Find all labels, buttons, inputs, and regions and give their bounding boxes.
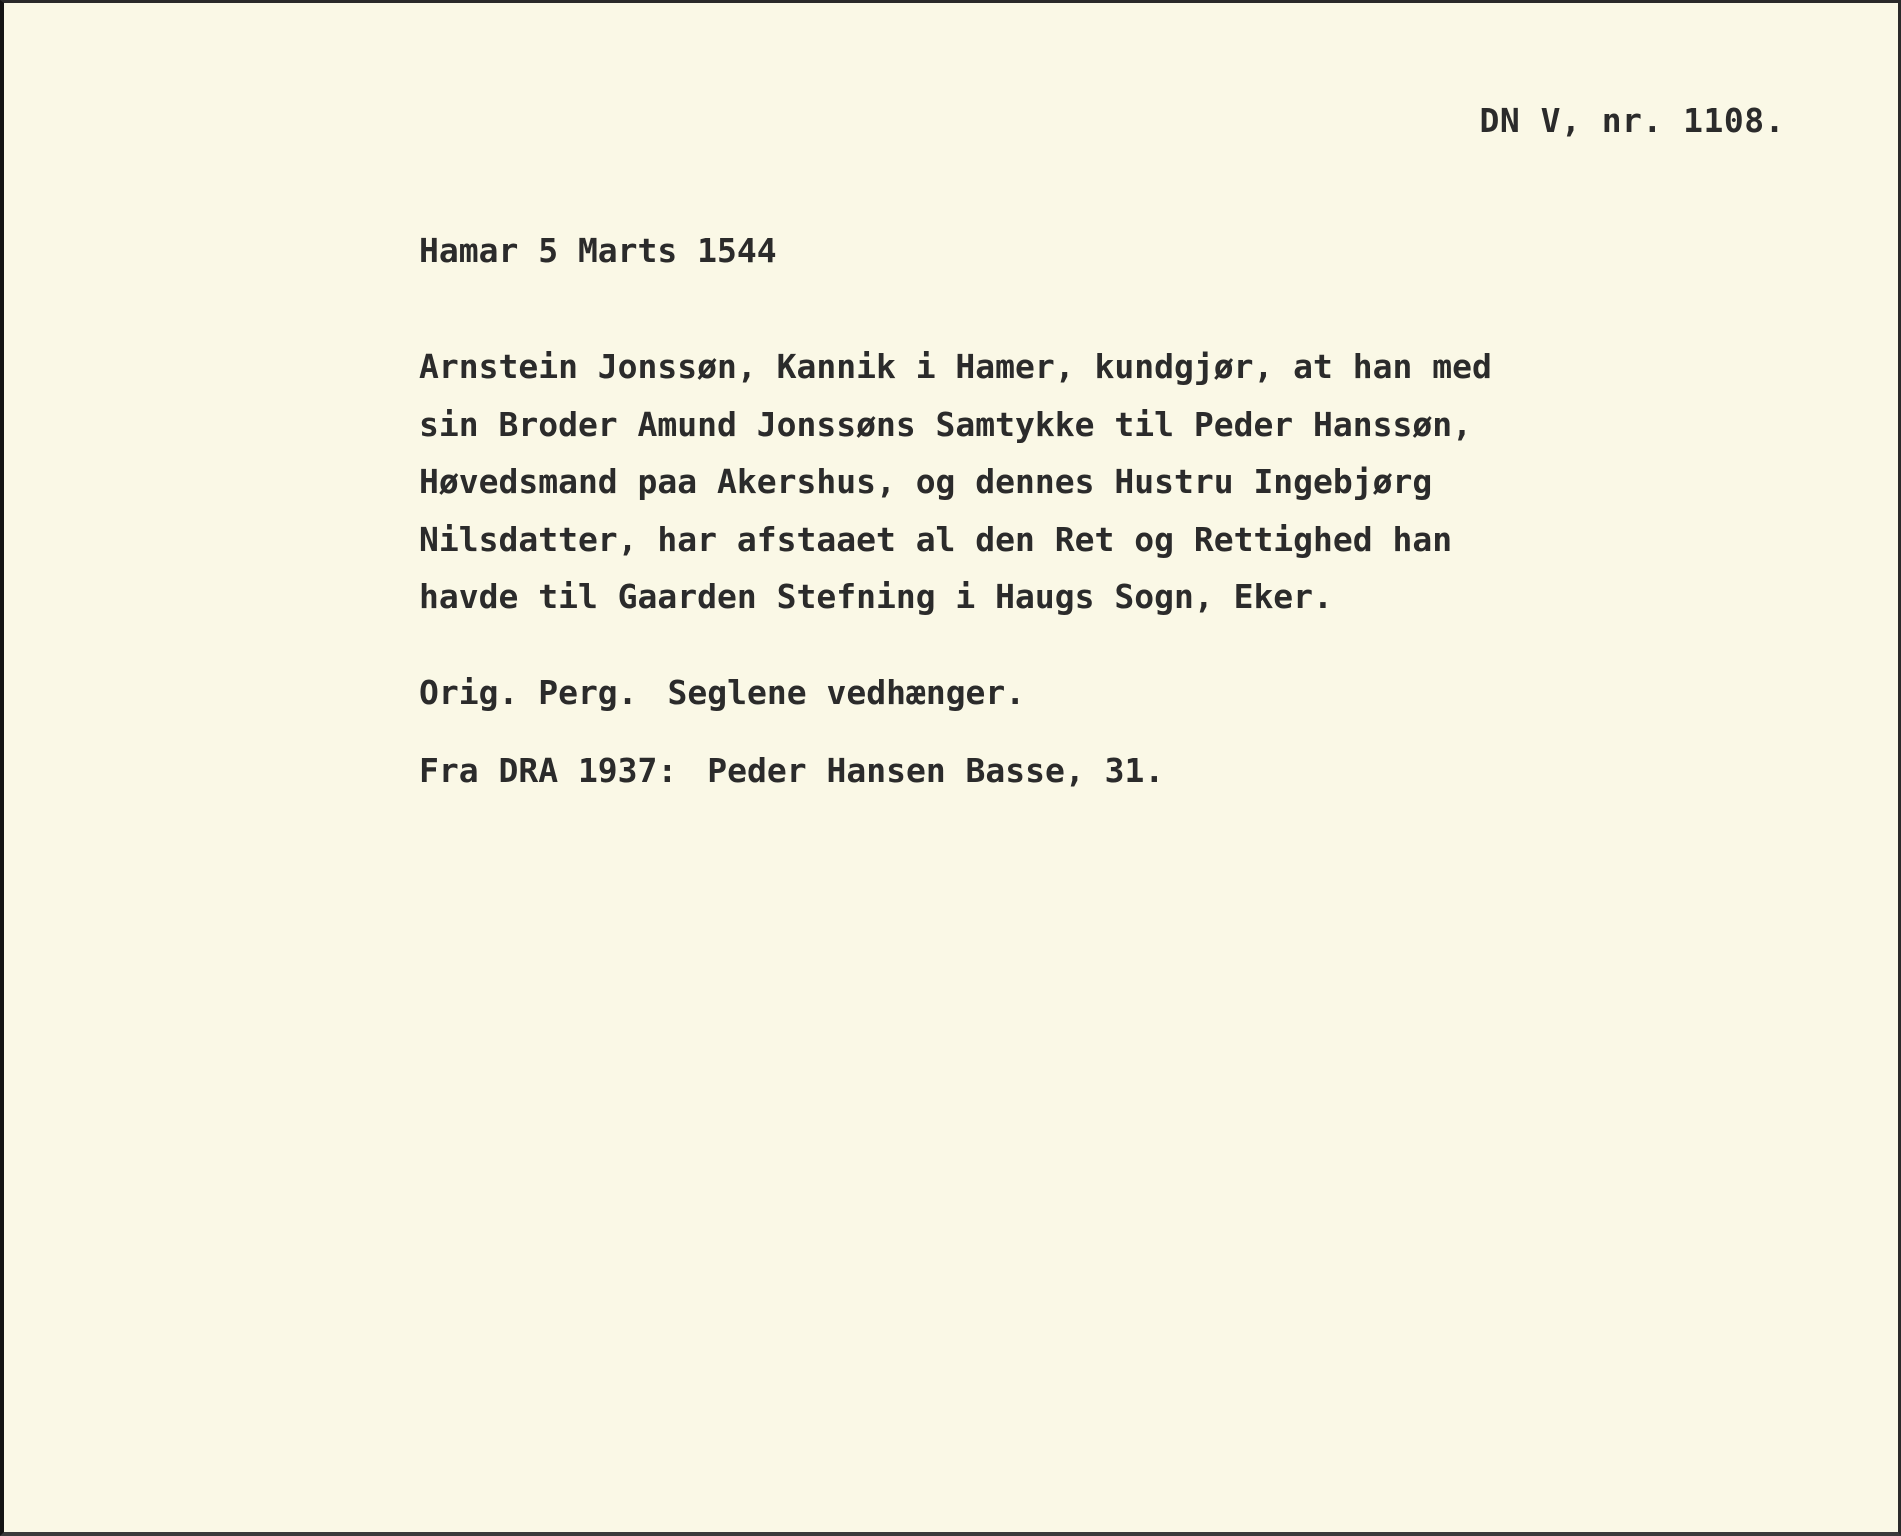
summary-line: Arnstein Jonssøn, Kannik i Hamer, kundgjør, at han med — [419, 347, 1492, 386]
original-text: Seglene vedhænger. — [667, 673, 1026, 712]
source-text: Peder Hansen Basse, 31. — [707, 751, 1165, 790]
place-date: Hamar 5 Marts 1544 — [419, 231, 777, 270]
summary-text — [419, 338, 1649, 626]
summary-line: Nilsdatter, har afstaaet al den Ret og Rettighed han — [419, 519, 1453, 559]
summary-line: Høvedsmand paa Akershus, og dennes Hustru Ingebjørg — [419, 462, 1433, 501]
source-note — [419, 751, 1164, 790]
original-note — [419, 673, 1025, 712]
document-reference: DN V, nr. 1108. — [1479, 101, 1785, 140]
source-label: Fra DRA 1937: — [419, 751, 678, 790]
summary-line: havde til Gaarden Stefning i Haugs Sogn, Eker. — [419, 577, 1333, 616]
summary-line: sin Broder Amund Jonssøns Samtykke til Peder Hanssøn, — [419, 404, 1472, 444]
original-label: Orig. Perg. — [419, 673, 638, 712]
